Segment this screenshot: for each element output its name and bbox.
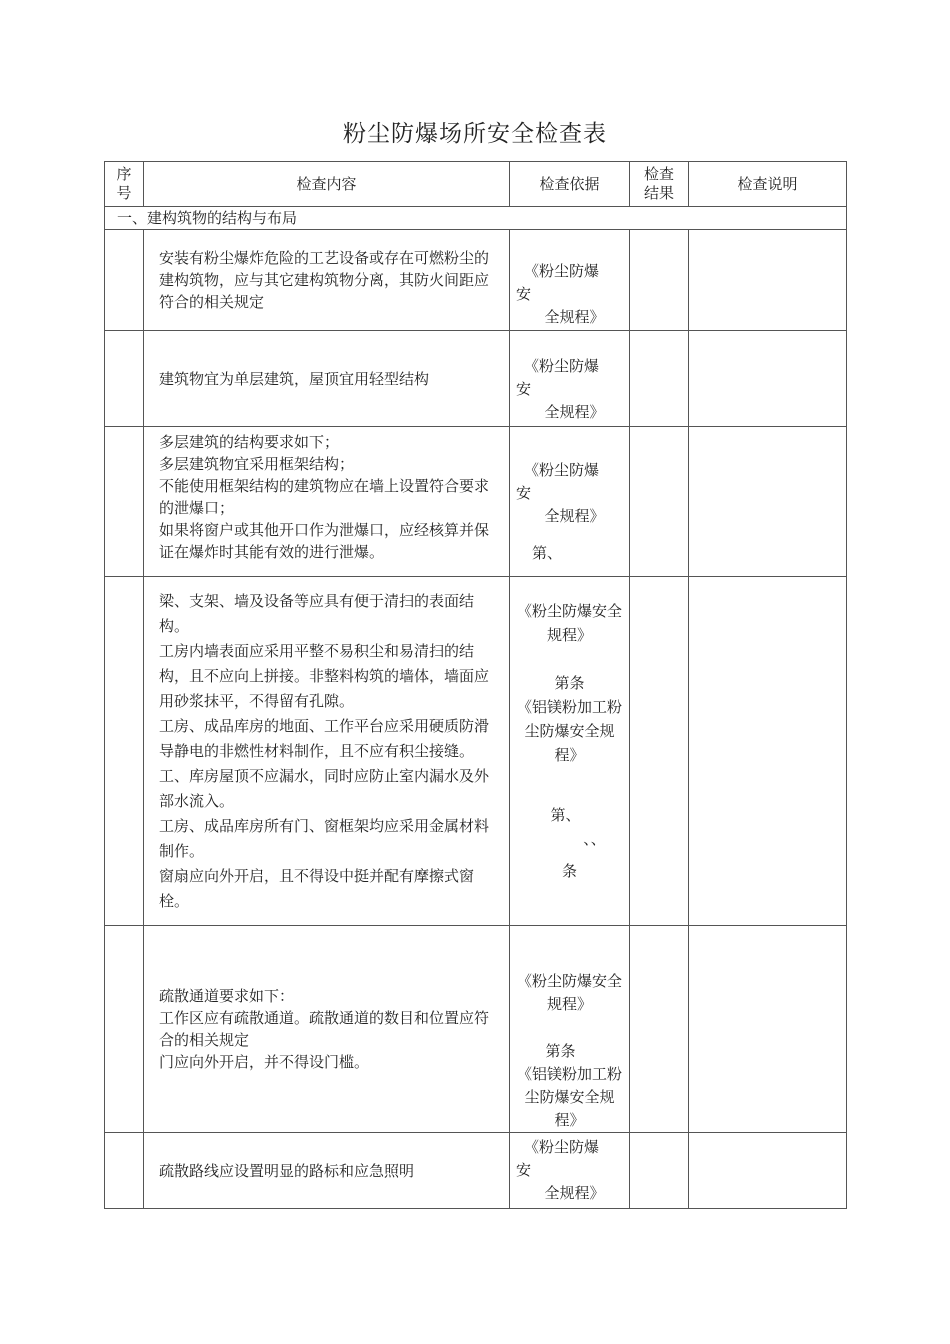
result-cell[interactable]: [630, 1133, 689, 1209]
basis-cell: 《粉尘防爆 安 全规程》: [510, 331, 630, 427]
basis-cell: 《粉尘防爆安全规程》 第条 《铝镁粉加工粉尘防爆安全规程》: [510, 926, 630, 1133]
seq-cell: [105, 926, 144, 1133]
table-row: [105, 331, 847, 427]
remark-cell[interactable]: [689, 577, 847, 926]
result-cell[interactable]: [630, 926, 689, 1133]
remark-cell[interactable]: [689, 230, 847, 331]
header-seq: 序 号: [105, 162, 144, 207]
basis-cell: 《粉尘防爆安全规程》 第条 《铝镁粉加工粉尘防爆安全规程》 第、 、、 条: [510, 577, 630, 926]
seq-cell: [105, 1133, 144, 1209]
header-remark: 检查说明: [689, 162, 847, 207]
section-row: [105, 207, 847, 230]
header-row: [105, 162, 847, 207]
table-row: [105, 1133, 847, 1209]
table-row: [105, 230, 847, 331]
content-cell: 梁、支架、墙及设备等应具有便于清扫的表面结构。 工房内墙表面应采用平整不易积尘和易清扫的结构，且不应向上拼接。非整料构筑的墙体，墙面应用砂浆抹平，不得留有孔隙。 工房、成品库房的地面、工作平台应采用硬质防滑导静电的非燃性材料制作，且不应有积尘接缝。 工、库房屋顶不应漏水，同时应防止室内漏水及外部水流入。 工房、成品库房所有门、窗框架均应采用金属材料制作。 窗扇应向外开启，且不得设中挺并配有摩擦式窗栓。: [144, 577, 510, 926]
page-title: 粉尘防爆场所安全检查表: [343, 121, 607, 147]
seq-cell: [105, 230, 144, 331]
remark-cell[interactable]: [689, 331, 847, 427]
remark-cell[interactable]: [689, 926, 847, 1133]
header-result: 检查 结果: [630, 162, 689, 207]
table-row: [105, 427, 847, 577]
table-row: [105, 926, 847, 1133]
header-content: 检查内容: [144, 162, 510, 207]
result-cell[interactable]: [630, 577, 689, 926]
basis-cell: 《粉尘防爆 安 全规程》 第、: [510, 427, 630, 577]
content-cell: 疏散路线应设置明显的路标和应急照明: [144, 1133, 510, 1209]
content-cell: 安装有粉尘爆炸危险的工艺设备或存在可燃粉尘的建构筑物，应与其它建构筑物分离，其防火间距应符合的相关规定: [144, 230, 510, 331]
section-title: 一、建构筑物的结构与布局: [105, 207, 847, 230]
content-cell: 多层建筑的结构要求如下； 多层建筑物宜采用框架结构； 不能使用框架结构的建筑物应在墙上设置符合要求的泄爆口； 如果将窗户或其他开口作为泄爆口，应经核算并保证在爆炸时其能有效的进行泄爆。: [144, 427, 510, 577]
basis-cell: 《粉尘防爆 安 全规程》: [510, 230, 630, 331]
result-cell[interactable]: [630, 230, 689, 331]
checklist-table: [104, 161, 847, 1209]
seq-cell: [105, 427, 144, 577]
header-basis: 检查依据: [510, 162, 630, 207]
content-cell: 建筑物宜为单层建筑，屋顶宜用轻型结构: [144, 331, 510, 427]
basis-cell: 《粉尘防爆 安 全规程》: [510, 1133, 630, 1209]
remark-cell[interactable]: [689, 427, 847, 577]
result-cell[interactable]: [630, 331, 689, 427]
remark-cell[interactable]: [689, 1133, 847, 1209]
table-row: [105, 577, 847, 926]
seq-cell: [105, 577, 144, 926]
content-cell: 疏散通道要求如下： 工作区应有疏散通道。疏散通道的数目和位置应符合的相关规定 门应向外开启，并不得设门槛。: [144, 926, 510, 1133]
seq-cell: [105, 331, 144, 427]
result-cell[interactable]: [630, 427, 689, 577]
